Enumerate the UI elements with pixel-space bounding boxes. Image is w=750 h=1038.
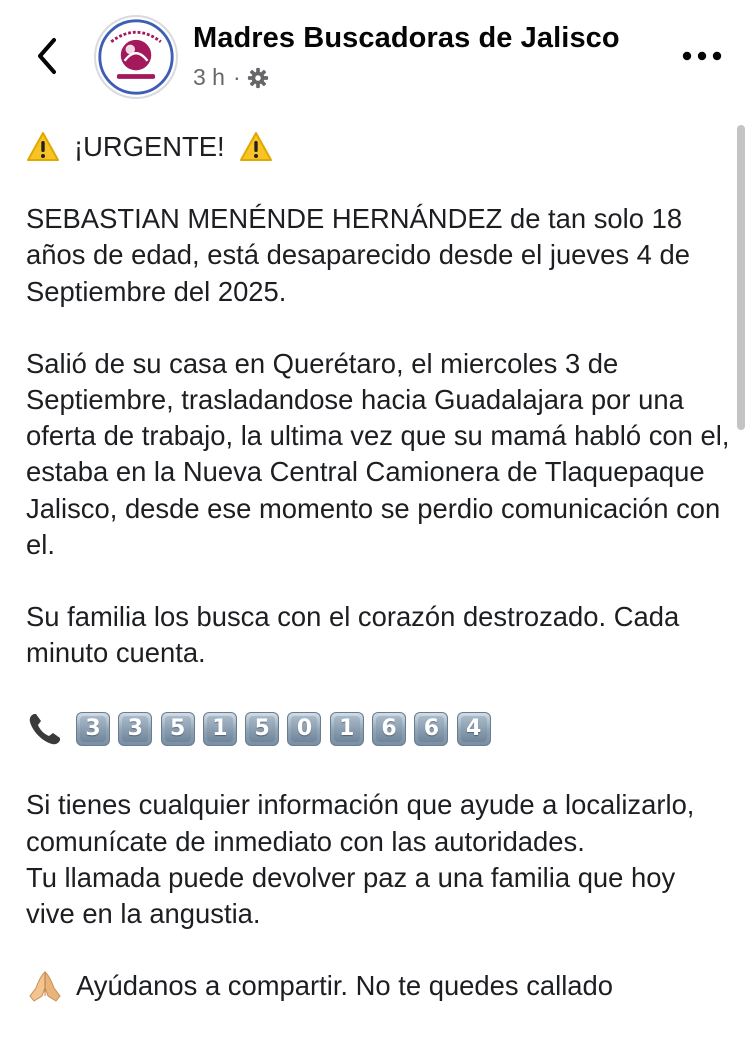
- back-icon[interactable]: [30, 34, 66, 78]
- scrollbar[interactable]: [737, 125, 745, 430]
- avatar[interactable]: [94, 15, 178, 99]
- keycap-digit: [414, 712, 448, 746]
- more-dots-icon[interactable]: [680, 44, 724, 68]
- urgent-label: ¡URGENTE!: [74, 131, 225, 162]
- warning-icon: [26, 131, 60, 163]
- share-callout: [26, 968, 731, 1004]
- post-header: [0, 0, 750, 110]
- keycap-digit: [330, 712, 364, 746]
- phone-digits: [76, 712, 499, 746]
- keycap-digit-label: 5: [254, 716, 270, 742]
- keycap-digit-label: 3: [127, 716, 143, 742]
- keycap-digit-label: 1: [339, 716, 355, 742]
- post-time[interactable]: 3 h: [193, 63, 225, 90]
- keycap-digit-label: 5: [169, 716, 186, 742]
- keycap-digit-label: 1: [212, 716, 228, 742]
- keycap-digit-label: 6: [423, 716, 440, 742]
- keycap-digit: [118, 712, 152, 746]
- share-text: Ayúdanos a compartir. No te quedes callado: [76, 970, 613, 1002]
- keycap-digit-label: 0: [296, 716, 313, 742]
- keycap-digit: [457, 712, 491, 746]
- post-paragraph-missing-person: SEBASTIAN MENÉNDE HERNÁNDEZ de tan solo 18 años de edad, está desaparecido desde el jueves 4 de Septiembre del 2025.: [26, 203, 690, 307]
- keycap-digit-label: 6: [381, 716, 397, 742]
- keycap-digit-label: 4: [466, 716, 482, 742]
- post-paragraph-details: Salió de su casa en Querétaro, el miercoles 3 de Septiembre, trasladandose hacia Guadalajara por una oferta de trabajo, la ultima vez que su mamá habló con el, estaba en la Nueva Central Camionera de Tlaquepaque Jalisco, desde ese momento se perdio comunicación con el.: [26, 347, 730, 560]
- post-paragraph-info: Si tienes cualquier información que ayude a localizarlo, comunícate de inmediato con las autoridades.: [26, 789, 695, 857]
- keycap-digit: [245, 712, 279, 746]
- phone-number[interactable]: [26, 709, 731, 749]
- keycap-digit: [76, 712, 110, 746]
- keycap-digit: [287, 712, 321, 746]
- post-paragraph-call: Tu llamada puede devolver paz a una familia que hoy vive en la angustia.: [26, 861, 676, 930]
- keycap-digit: [161, 712, 195, 746]
- post-body: [26, 129, 731, 1004]
- page-name[interactable]: Madres Buscadoras de Jalisco: [193, 22, 620, 54]
- page-logo: [96, 17, 176, 97]
- keycap-digit: [203, 712, 237, 746]
- gear-icon: [247, 67, 269, 89]
- post-meta: [193, 62, 269, 92]
- telephone-receiver-icon: [26, 710, 64, 748]
- urgent-heading: [26, 129, 731, 165]
- post-paragraph-family: Su familia los busca con el corazón destrozado. Cada minuto cuenta.: [26, 601, 680, 669]
- meta-separator: ·: [232, 63, 241, 90]
- keycap-digit-label: 3: [85, 716, 101, 742]
- warning-icon: [239, 131, 273, 163]
- folded-hands-icon: [26, 968, 64, 1004]
- keycap-digit: [372, 712, 406, 746]
